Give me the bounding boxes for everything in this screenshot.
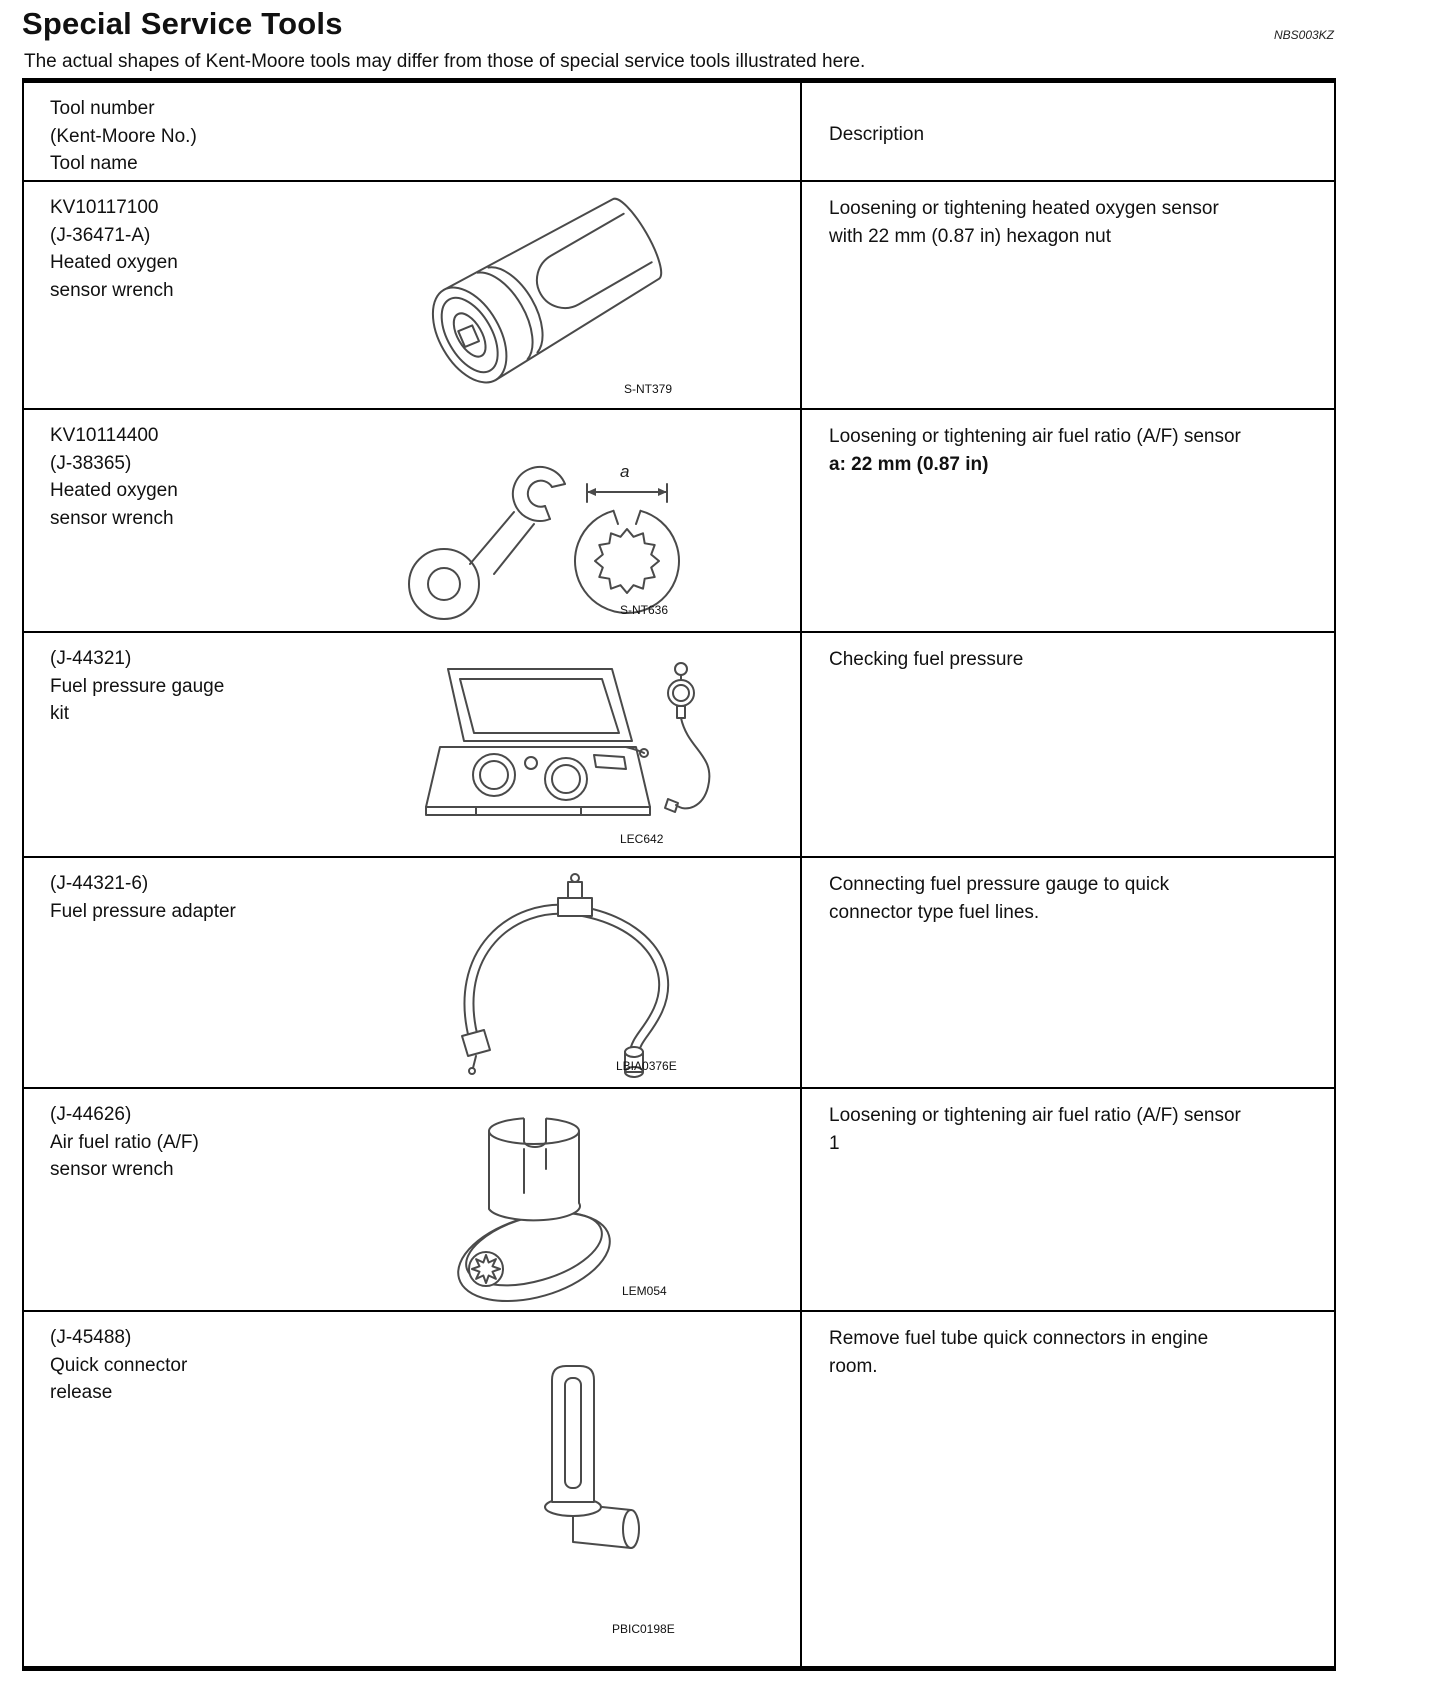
figure-code: PBIC0198E	[612, 1622, 675, 1636]
tool-name-line: sensor wrench	[50, 507, 174, 529]
tool-column-header	[24, 83, 802, 180]
header-line: Tool name	[50, 153, 138, 174]
description-text: connector type fuel lines.	[829, 901, 1040, 923]
figure-code: LBIA0376E	[616, 1059, 677, 1073]
figure-code: LEC642	[620, 832, 664, 846]
tool-name-line: Heated oxygen	[50, 480, 178, 501]
table-row	[24, 410, 1334, 633]
description-cell	[802, 1089, 1334, 1310]
tool-cell	[24, 410, 802, 631]
description-text: 1	[829, 1132, 840, 1154]
header-line: (Kent-Moore No.)	[50, 125, 197, 147]
tool-column-header-text	[24, 83, 800, 178]
description-column-header	[802, 83, 1334, 180]
description-bold-text: a: 22 mm (0.87 in)	[829, 453, 989, 475]
table-row	[24, 858, 1334, 1089]
description-text: room.	[829, 1355, 878, 1377]
description-cell	[802, 858, 1334, 1087]
quick-connector-release-illustration	[486, 1352, 666, 1592]
page-content	[22, 0, 1336, 1671]
table-row	[24, 633, 1334, 858]
tool-name-line: sensor wrench	[50, 1159, 174, 1180]
tool-cell	[24, 633, 802, 856]
tool-cell	[24, 182, 802, 408]
page-title: Special Service Tools	[22, 6, 343, 41]
description-cell	[802, 182, 1334, 408]
table-row	[24, 1312, 1334, 1666]
tool-name-line: kit	[50, 703, 69, 724]
dimension-label-a: a	[620, 462, 630, 481]
tool-name-line: Quick connector	[50, 1354, 188, 1376]
tool-cell	[24, 858, 802, 1087]
page-subtitle: The actual shapes of Kent-Moore tools may differ from those of special service tools illustrated here.	[24, 51, 866, 72]
tool-name-line: sensor wrench	[50, 279, 174, 301]
table-header-row	[24, 83, 1334, 182]
table-row	[24, 1089, 1334, 1312]
offset-wrench-illustration	[382, 436, 702, 626]
description-text: Loosening or tightening air fuel ratio (A/F) sensor	[829, 426, 1241, 447]
header-line: Tool number	[50, 98, 155, 119]
description-column-header-text: Description	[829, 124, 925, 145]
fuel-pressure-gauge-kit-illustration	[376, 655, 716, 845]
kent-moore-number: (J-38365)	[50, 452, 132, 474]
kent-moore-number: (J-44321-6)	[50, 873, 149, 894]
tool-name-line: Fuel pressure gauge	[50, 675, 225, 697]
tool-id-block	[24, 1312, 800, 1407]
description-text: with 22 mm (0.87 in) hexagon nut	[829, 225, 1111, 247]
tool-name-line: release	[50, 1382, 113, 1403]
figure-code: S-NT379	[624, 382, 673, 396]
description-text: Remove fuel tube quick connectors in engine	[829, 1328, 1209, 1349]
tool-id-block	[24, 1089, 800, 1184]
oxygen-sensor-socket-illustration	[392, 192, 712, 402]
description-text: Loosening or tightening heated oxygen sensor	[829, 198, 1219, 219]
kent-moore-number: (J-45488)	[50, 1327, 132, 1348]
document-code: NBS003KZ	[1273, 28, 1334, 42]
figure-code: LEM054	[622, 1284, 667, 1298]
description-cell	[802, 633, 1334, 856]
tool-name-line: Air fuel ratio (A/F)	[50, 1131, 199, 1153]
fuel-pressure-adapter-illustration	[396, 868, 716, 1078]
description-text: Checking fuel pressure	[829, 649, 1024, 670]
af-sensor-wrench-illustration	[416, 1097, 656, 1307]
kent-moore-number: (J-36471-A)	[50, 224, 151, 246]
tool-name-line: Heated oxygen	[50, 252, 178, 273]
description-text: Connecting fuel pressure gauge to quick	[829, 874, 1170, 895]
kent-moore-number: (J-44626)	[50, 1104, 132, 1125]
figure-code: S-NT636	[620, 603, 669, 617]
description-cell	[802, 410, 1334, 631]
tool-cell	[24, 1312, 802, 1666]
tool-number: KV10114400	[50, 425, 159, 446]
tool-name-line: Fuel pressure adapter	[50, 900, 236, 922]
kent-moore-number: (J-44321)	[50, 648, 132, 669]
tool-number: KV10117100	[50, 197, 159, 218]
table-row	[24, 182, 1334, 410]
description-text: Loosening or tightening air fuel ratio (A/F) sensor	[829, 1105, 1241, 1126]
special-service-tools-table	[22, 78, 1336, 1671]
tool-cell	[24, 1089, 802, 1310]
description-cell	[802, 1312, 1334, 1666]
